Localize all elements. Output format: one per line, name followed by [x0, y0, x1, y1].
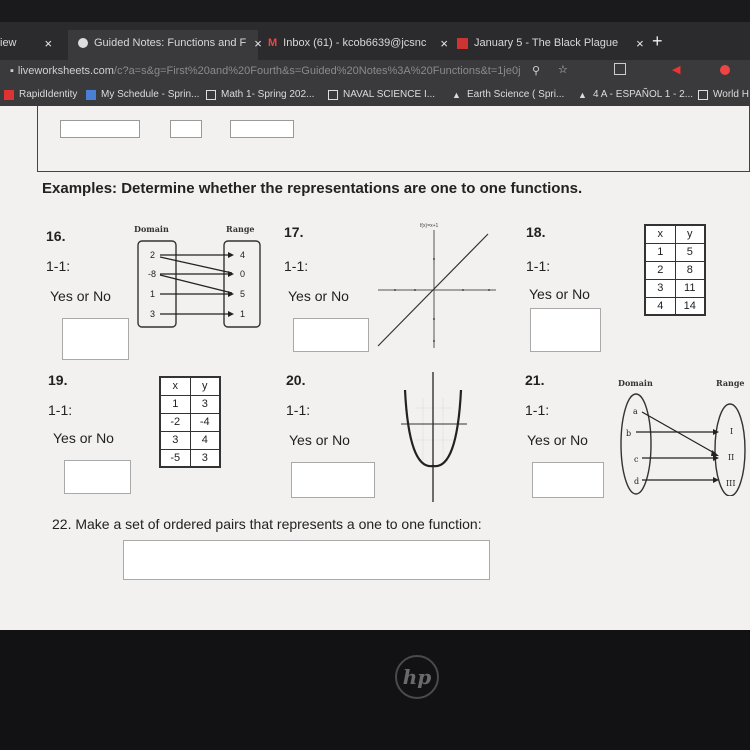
extension-icon[interactable]	[614, 63, 626, 75]
table-cell: 3	[190, 395, 220, 413]
answer-box-19[interactable]	[64, 460, 131, 494]
close-icon[interactable]: ×	[636, 35, 644, 51]
bookmarks-bar	[0, 84, 750, 106]
address-bar[interactable]: ▪ liveworksheets.com/c?a=s&g=First%20and%20Fourth&s=Guided%20Notes%3A%20Functions&t=1je0j ⚲ ☆ ◀	[0, 60, 750, 84]
table-cell: 3	[645, 279, 675, 297]
table-cell: 5	[675, 243, 705, 261]
xy-table-19	[159, 376, 221, 468]
mapping-diagram-21	[612, 370, 750, 496]
arrowhead	[228, 252, 234, 258]
answer-box-22[interactable]	[123, 540, 490, 580]
lock-icon: ▪	[10, 65, 14, 77]
range-label: Range	[716, 378, 745, 388]
mapping-diagram-16	[128, 221, 268, 331]
one-to-one-label: 1-1:	[286, 402, 311, 418]
table-cell: -4	[190, 413, 220, 431]
location-icon[interactable]: ⚲	[532, 65, 541, 77]
gmail-icon: M	[268, 37, 278, 49]
bookmark[interactable]: ▲ 4 A - ESPAÑOL 1 - 2...	[578, 89, 694, 100]
one-to-one-label: 1-1:	[284, 258, 309, 274]
table-header: y	[190, 377, 220, 395]
table-cell: 2	[645, 261, 675, 279]
question-number: 20.	[286, 372, 306, 388]
table-cell: 1	[160, 395, 190, 413]
laptop-bezel	[0, 630, 750, 750]
extension-icon[interactable]	[720, 65, 730, 75]
bookmark[interactable]: Math 1- Spring 202...	[206, 89, 314, 100]
question-number: 17.	[284, 224, 304, 240]
xy-table-18	[644, 224, 706, 316]
previous-section-box	[37, 106, 750, 172]
arrowhead	[228, 291, 234, 297]
table-cell: -2	[160, 413, 190, 431]
tick-mark	[433, 318, 435, 320]
classroom-icon	[328, 90, 338, 100]
domain-value: a	[633, 407, 638, 416]
star-icon[interactable]: ☆	[558, 64, 568, 76]
domain-value: b	[626, 429, 632, 438]
bookmark[interactable]: RapidIdentity	[4, 89, 77, 100]
graph-title: f(x)=x+1	[420, 223, 439, 229]
tick-mark	[433, 340, 435, 342]
tab-2[interactable]: Guided Notes: Functions and F ×	[78, 30, 262, 56]
schedule-icon	[86, 90, 96, 100]
bookmark[interactable]: NAVAL SCIENCE I...	[328, 89, 435, 100]
drive-icon: ▲	[452, 89, 461, 100]
range-value: 1	[240, 309, 246, 319]
close-icon[interactable]: ×	[440, 35, 449, 51]
answer-box-16[interactable]	[62, 318, 129, 360]
table-header: x	[645, 225, 675, 243]
domain-value: 2	[150, 250, 156, 260]
yes-no-label: Yes or No	[527, 432, 588, 448]
range-value: II	[728, 453, 735, 462]
hp-logo: hp	[395, 655, 439, 699]
answer-box-18[interactable]	[530, 308, 601, 352]
domain-value: -8	[148, 269, 157, 279]
worksheet-page	[0, 106, 750, 630]
tab-4[interactable]: January 5 - The Black Plague ×	[457, 30, 644, 56]
close-icon[interactable]: ×	[254, 35, 262, 51]
arrowhead	[228, 311, 234, 317]
tab-3[interactable]: M Inbox (61) - kcob6639@jcsnc ×	[268, 35, 449, 51]
one-to-one-label: 1-1:	[46, 258, 71, 274]
table-header: y	[675, 225, 705, 243]
table-cell: 1	[645, 243, 675, 261]
domain-label: Domain	[134, 224, 169, 234]
arrowhead	[228, 271, 234, 277]
range-label: Range	[226, 224, 255, 234]
close-icon[interactable]: ×	[44, 35, 53, 51]
table-cell: 14	[675, 297, 705, 315]
drive-icon: ▲	[578, 89, 587, 100]
rapididentity-icon	[4, 90, 14, 100]
table-cell: -5	[160, 449, 190, 467]
answer-box-17[interactable]	[293, 318, 369, 352]
answer-box-21[interactable]	[532, 462, 604, 498]
bookmark[interactable]: My Schedule - Sprin...	[86, 89, 199, 100]
question-number: 16.	[46, 228, 66, 244]
tick-mark	[414, 289, 416, 291]
bookmark[interactable]: World H	[698, 89, 749, 100]
one-to-one-label: 1-1:	[525, 402, 550, 418]
table-cell: 4	[190, 431, 220, 449]
yes-no-label: Yes or No	[529, 286, 590, 302]
question-22-text: 22. Make a set of ordered pairs that represents a one to one function:	[52, 516, 482, 532]
classroom-icon	[698, 90, 708, 100]
domain-value: 1	[150, 289, 156, 299]
yes-no-label: Yes or No	[53, 430, 114, 446]
answer-field[interactable]	[60, 120, 140, 138]
range-value: 0	[240, 269, 246, 279]
answer-field[interactable]	[230, 120, 294, 138]
tick-mark	[433, 258, 435, 260]
question-number: 21.	[525, 372, 545, 388]
examples-heading: Examples: Determine whether the representations are one to one functions.	[42, 180, 583, 197]
range-value: I	[730, 427, 734, 436]
parabola-graph-20	[395, 368, 475, 504]
domain-value: 3	[150, 309, 156, 319]
question-number: 18.	[526, 224, 546, 240]
answer-box-20[interactable]	[291, 462, 375, 498]
table-header: x	[160, 377, 190, 395]
tick-mark	[488, 289, 490, 291]
one-to-one-label: 1-1:	[48, 402, 73, 418]
tick-mark	[462, 289, 464, 291]
range-value: 5	[240, 289, 246, 299]
tab-favicon	[457, 38, 468, 49]
table-cell: 11	[675, 279, 705, 297]
classroom-icon	[206, 90, 216, 100]
yes-no-label: Yes or No	[50, 288, 111, 304]
yes-no-label: Yes or No	[289, 432, 350, 448]
mapping-arrow	[642, 412, 716, 454]
one-to-one-label: 1-1:	[526, 258, 551, 274]
mapping-arrow	[160, 275, 232, 293]
tick-mark	[394, 289, 396, 291]
tab-favicon	[78, 38, 88, 48]
table-cell: 3	[190, 449, 220, 467]
range-value: III	[726, 479, 736, 488]
domain-value: c	[634, 455, 639, 464]
extension-icon[interactable]: ◀	[672, 64, 681, 76]
line-graph-17	[370, 218, 500, 354]
table-cell: 4	[645, 297, 675, 315]
domain-label: Domain	[618, 378, 653, 388]
table-cell: 8	[675, 261, 705, 279]
yes-no-label: Yes or No	[288, 288, 349, 304]
range-value: 4	[240, 250, 246, 260]
question-number: 19.	[48, 372, 68, 388]
mapping-arrow	[160, 257, 232, 273]
table-cell: 3	[160, 431, 190, 449]
answer-field[interactable]	[170, 120, 202, 138]
bookmark[interactable]: ▲ Earth Science ( Spri...	[452, 89, 565, 100]
new-tab-button[interactable]: +	[652, 30, 663, 51]
tab-1[interactable]: iew ×	[0, 35, 53, 51]
domain-value: d	[634, 477, 640, 486]
